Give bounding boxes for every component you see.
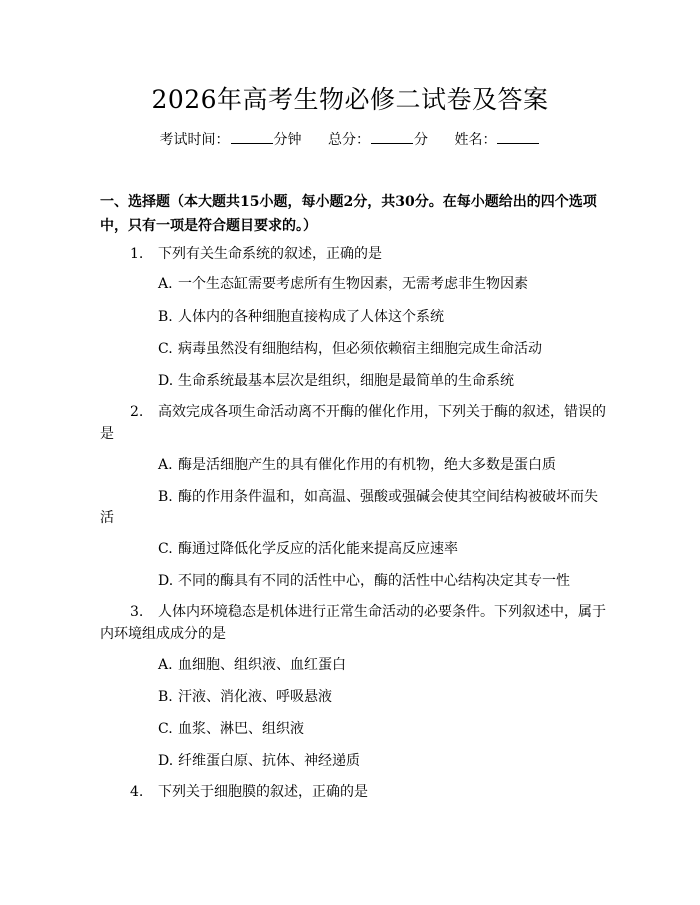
question-1-option-d	[158, 370, 514, 392]
option-text: 生命系统最基本层次是组织，细胞是最简单的生命系统	[178, 373, 514, 389]
total-score-blank	[371, 131, 413, 144]
question-3-stem-continued: 内环境组成成分的是	[100, 626, 226, 642]
name-blank	[497, 131, 539, 144]
question-3	[130, 601, 606, 623]
option-text: 病毒虽然没有细胞结构，但必须依赖宿主细胞完成生命活动	[178, 341, 542, 357]
option-letter: D.	[158, 373, 174, 389]
option-text: 酶的作用条件温和，如高温、强酸或强碱会使其空间结构被破坏而失	[178, 489, 598, 505]
question-3-option-c	[158, 718, 304, 740]
exam-info-line	[0, 130, 700, 150]
name-label: 姓名：	[454, 132, 497, 148]
question-1-option-a	[158, 273, 528, 295]
option-letter: A.	[158, 657, 173, 673]
option-letter: D.	[158, 753, 174, 769]
question-2-stem-continued: 是	[100, 426, 114, 442]
question-4	[130, 781, 368, 803]
option-letter: C.	[158, 341, 173, 357]
option-text: 酶是活细胞产生的具有催化作用的有机物，绝大多数是蛋白质	[178, 457, 556, 473]
question-1	[130, 243, 382, 265]
option-letter: A.	[158, 276, 173, 292]
exam-time-unit: 分钟	[273, 132, 302, 148]
total-score-unit: 分	[414, 132, 428, 148]
exam-time-blank	[231, 131, 273, 144]
question-number: 4.	[130, 784, 144, 800]
question-stem: 下列关于细胞膜的叙述，正确的是	[158, 784, 368, 800]
question-3-option-b	[158, 686, 332, 708]
section-heading: 一、选择题（本大题共15小题，每小题2分，共30分。在每小题给出的四个选项中，只有一项是符合题目要求的。）	[100, 194, 597, 234]
question-1-option-b	[158, 306, 444, 328]
exam-time-label: 考试时间：	[159, 132, 230, 148]
total-score-field	[328, 130, 428, 150]
name-field	[454, 130, 540, 150]
option-text: 血细胞、组织液、血红蛋白	[178, 657, 346, 673]
option-text: 血浆、淋巴、组织液	[178, 721, 304, 737]
question-number: 1.	[130, 246, 144, 262]
question-2-option-a	[158, 454, 556, 476]
question-2-option-b-continued: 活	[100, 510, 114, 526]
option-text: 汗液、消化液、呼吸悬液	[178, 689, 332, 705]
option-text: 酶通过降低化学反应的活化能来提高反应速率	[178, 541, 458, 557]
question-1-option-c	[158, 338, 542, 360]
option-letter: C.	[158, 541, 173, 557]
total-score-label: 总分：	[328, 132, 370, 148]
question-2	[130, 401, 606, 423]
option-letter: B.	[158, 309, 173, 325]
question-2-option-c	[158, 538, 458, 560]
option-text: 不同的酶具有不同的活性中心，酶的活性中心结构决定其专一性	[178, 573, 570, 589]
question-2-option-d	[158, 570, 570, 592]
question-2-option-b	[158, 486, 598, 508]
option-letter: C.	[158, 721, 173, 737]
question-3-option-a	[158, 654, 346, 676]
option-text: 人体内的各种细胞直接构成了人体这个系统	[178, 309, 444, 325]
option-letter: D.	[158, 573, 174, 589]
question-stem: 下列有关生命系统的叙述，正确的是	[158, 246, 382, 262]
question-number: 2.	[130, 404, 144, 420]
question-stem: 人体内环境稳态是机体进行正常生命活动的必要条件。下列叙述中，属于	[158, 604, 606, 620]
option-text: 一个生态缸需要考虑所有生物因素，无需考虑非生物因素	[178, 276, 528, 292]
question-stem: 高效完成各项生命活动离不开酶的催化作用，下列关于酶的叙述，错误的	[158, 404, 606, 420]
option-letter: B.	[158, 689, 173, 705]
question-3-option-d	[158, 750, 360, 772]
page-title: 2026年高考生物必修二试卷及答案	[151, 85, 549, 114]
option-letter: B.	[158, 489, 173, 505]
option-text: 纤维蛋白原、抗体、神经递质	[178, 753, 360, 769]
exam-time-field	[160, 130, 302, 150]
option-letter: A.	[158, 457, 173, 473]
question-number: 3.	[130, 604, 144, 620]
